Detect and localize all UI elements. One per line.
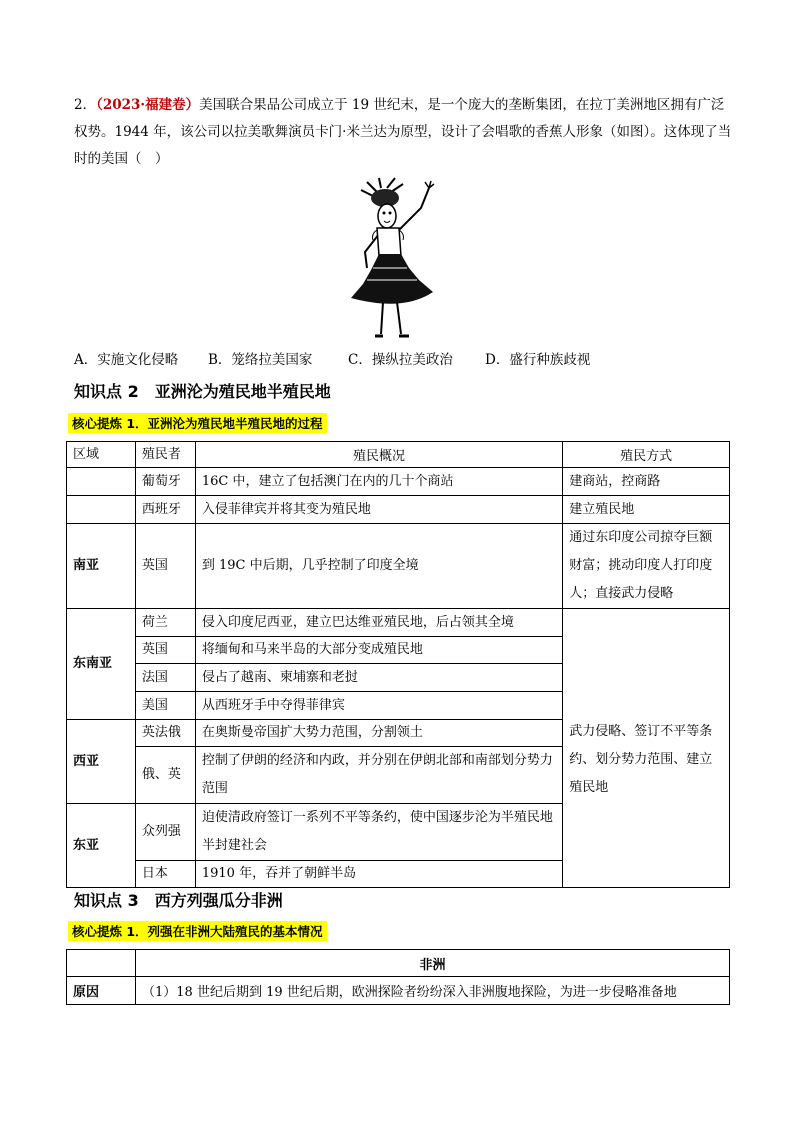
table-row-summary: 控制了伊朗的经济和内政，并分别在伊朗北部和南部划分势力范围 [195, 747, 562, 804]
question-number: 2． [74, 97, 97, 113]
table-row-colonizer: 英国 [135, 637, 195, 664]
table-row-method: 建商站，控商路 [563, 468, 730, 496]
region-east-asia: 东亚 [67, 804, 136, 888]
reason-text: （1）18 世纪后期到 19 世纪后期，欧洲探险者纷纷深入非洲腹地探险，为进一步侵略准备地 [136, 977, 730, 1005]
africa-colonization-table [66, 949, 730, 1005]
table-row-summary: 侵占了越南、柬埔寨和老挝 [195, 664, 562, 692]
banana-figure-illustration [343, 176, 445, 342]
table-row-colonizer: 葡萄牙 [135, 468, 195, 496]
section-2-title: 知识点 2 亚洲沦为殖民地半殖民地 [74, 382, 331, 401]
table-row-summary: 入侵菲律宾并将其变为殖民地 [195, 496, 562, 524]
region-southeast-asia: 东南亚 [67, 609, 136, 720]
option-b[interactable]: B．笼络拉美国家 [208, 352, 313, 368]
table-row-summary: 将缅甸和马来半岛的大部分变成殖民地 [195, 637, 562, 664]
section-3-highlight: 核心提炼 1．列强在非洲大陆殖民的基本情况 [68, 921, 327, 941]
table-row-colonizer: 俄、英 [135, 747, 195, 804]
table-row-summary: 从西班牙手中夺得菲律宾 [195, 692, 562, 720]
table-row-colonizer: 英法俄 [135, 720, 195, 747]
table-row-summary: 16C 中，建立了包括澳门在内的几十个商站 [195, 468, 562, 496]
table-row-colonizer: 英国 [135, 524, 195, 609]
section-3-title: 知识点 3 西方列强瓜分非洲 [74, 891, 283, 910]
table-row-summary: 到 19C 中后期，几乎控制了印度全境 [195, 524, 562, 609]
region-south-asia: 南亚 [67, 524, 136, 609]
option-d[interactable]: D．盛行种族歧视 [485, 352, 591, 368]
table-row-summary: 1910 年，吞并了朝鲜半岛 [195, 861, 562, 888]
header-summary: 殖民概况 [195, 442, 562, 468]
table-row-summary: 迫使清政府签订一系列不平等条约，使中国逐步沦为半殖民地半封建社会 [195, 804, 562, 861]
question-text: 美国联合果品公司成立于 19 世纪末，是一个庞大的垄断集团，在拉丁美洲地区拥有广泛权势。1944 年，该公司以拉美歌舞演员卡门·米兰达为原型，设计了会唱歌的香蕉人形象（如图）。这体现了当时的美国（ ） [74, 97, 732, 167]
header-method: 殖民方式 [563, 442, 730, 468]
table-row-colonizer: 众列强 [135, 804, 195, 861]
asia-colonization-table [66, 441, 730, 888]
table-row-colonizer: 荷兰 [135, 609, 195, 637]
row-label-reason: 原因 [67, 977, 136, 1005]
table-row-summary: 侵入印度尼西亚，建立巴达维亚殖民地，后占领其全境 [195, 609, 562, 637]
header-africa: 非洲 [136, 950, 730, 977]
table-row-colonizer: 美国 [135, 692, 195, 720]
header-colonizer: 殖民者 [135, 442, 195, 468]
table-row-method: 通过东印度公司掠夺巨额财富；挑动印度人打印度人；直接武力侵略 [563, 524, 730, 609]
question-source: （2023·福建卷） [96, 97, 200, 113]
table-row-colonizer: 日本 [135, 861, 195, 888]
option-c[interactable]: C．操纵拉美政治 [348, 352, 453, 368]
table-row-colonizer: 法国 [135, 664, 195, 692]
answer-options [74, 348, 734, 372]
question-2 [74, 92, 734, 173]
region-west-asia: 西亚 [67, 720, 136, 804]
table-row-summary: 在奥斯曼帝国扩大势力范围，分割领土 [195, 720, 562, 747]
section-2-highlight: 核心提炼 1．亚洲沦为殖民地半殖民地的过程 [68, 413, 327, 433]
header-region: 区域 [67, 442, 136, 468]
shared-method: 武力侵略、签订不平等条约、划分势力范围、建立殖民地 [563, 609, 730, 888]
table-row-colonizer: 西班牙 [135, 496, 195, 524]
option-a[interactable]: A．实施文化侵略 [74, 352, 179, 368]
table-row-method: 建立殖民地 [563, 496, 730, 524]
